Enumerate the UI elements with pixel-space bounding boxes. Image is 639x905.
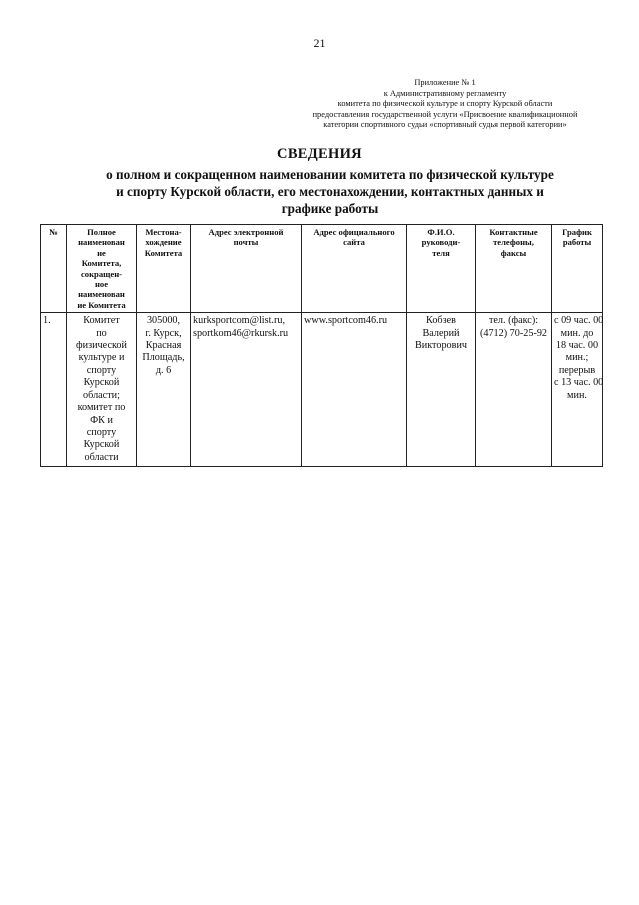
email-link[interactable]: kurksportcom@list.ru,	[193, 315, 286, 327]
header-line: ие Комитета	[77, 299, 126, 310]
cell-line: Красная	[145, 340, 182, 352]
header-head-name	[407, 225, 476, 313]
header-line: Адрес официального	[313, 227, 395, 237]
header-line: Полное	[87, 227, 116, 237]
cell-line: спорту	[86, 426, 117, 438]
table-row	[41, 313, 603, 467]
cell-line: Кобзев	[426, 315, 456, 327]
subtitle-line: и спорту Курской области, его местонахождении, контактных данных и	[116, 184, 544, 199]
cell-line: Площадь,	[142, 352, 185, 364]
cell-line: ФК и	[90, 414, 113, 426]
cell-email	[191, 313, 302, 467]
cell-line: г. Курск,	[145, 327, 182, 339]
header-line: работы	[562, 237, 592, 248]
header-line: сайта	[343, 237, 365, 248]
header-line: Адрес электронной	[208, 227, 284, 237]
header-line: теля	[432, 247, 450, 258]
header-line: Комитета	[144, 247, 183, 258]
header-line: №	[49, 227, 58, 237]
header-line: телефоны,	[493, 237, 534, 248]
cell-number	[41, 313, 67, 467]
cell-phones	[476, 313, 552, 467]
cell-line: д. 6	[155, 364, 172, 376]
cell-line: (4712) 70-25-92	[479, 327, 548, 339]
subtitle-line: графике работы	[281, 201, 379, 216]
cell-line: 305000,	[146, 315, 181, 327]
header-line: наименован	[78, 289, 125, 300]
cell-line: Комитет	[83, 315, 120, 327]
header-line: почты	[233, 237, 259, 248]
header-line: руководи-	[421, 237, 461, 248]
subtitle-line: о полном и сокращенном наименовании комитета по физической культуре	[106, 167, 554, 182]
cell-line: с 09 час. 00	[554, 315, 604, 327]
header-website	[302, 225, 407, 313]
page-number: 21	[313, 36, 326, 50]
cell-line: области;	[83, 389, 120, 401]
cell-line: Валерий	[422, 327, 460, 339]
cell-line: физической	[76, 340, 127, 352]
cell-line: с 13 час. 00	[554, 377, 604, 389]
header-phones	[476, 225, 552, 313]
header-line: Ф.И.О.	[427, 227, 455, 237]
cell-full-name	[67, 313, 137, 467]
table-header-row	[41, 225, 603, 313]
cell-website	[302, 313, 407, 467]
header-line: ие	[97, 247, 106, 258]
cell-line: культуре и	[78, 352, 125, 364]
committee-info-table	[40, 224, 603, 467]
cell-line: Курской	[83, 439, 120, 451]
appendix-line: к Административному регламенту	[383, 88, 507, 98]
cell-line: области	[84, 451, 119, 463]
appendix-line: категории спортивного судьи «спортивный судья первой категории»	[323, 120, 567, 130]
header-number	[41, 225, 67, 313]
header-line: ное	[94, 279, 109, 290]
cell-line: комитет по	[77, 402, 126, 414]
cell-line: спорту	[86, 364, 117, 376]
appendix-note	[300, 78, 590, 131]
header-line: хождение	[145, 237, 182, 248]
cell-head-name	[407, 313, 476, 467]
cell-line: мин. до	[560, 327, 594, 339]
appendix-line: Приложение № 1	[414, 78, 476, 87]
document-subtitle	[70, 166, 590, 217]
header-line: Контактные	[489, 227, 538, 237]
appendix-line: предоставления государственной услуги «Присвоение квалификационной	[312, 109, 578, 119]
website-link[interactable]: www.sportcom46.ru	[304, 315, 388, 327]
header-line: Комитета,	[81, 258, 122, 269]
header-line: наименован	[78, 237, 125, 248]
cell-line: мин.	[567, 389, 587, 401]
cell-schedule	[552, 313, 603, 467]
header-line: факсы	[500, 247, 527, 258]
cell-line: по	[96, 327, 107, 339]
cell-line: Курской	[83, 377, 120, 389]
cell-line: 18 час. 00	[555, 340, 599, 352]
cell-line: перерыв	[558, 364, 596, 376]
header-schedule	[552, 225, 603, 313]
cell-line: тел. (факс):	[488, 315, 539, 327]
email-link[interactable]: sportkom46@rkursk.ru	[193, 327, 289, 339]
cell-line: мин.;	[565, 352, 589, 364]
cell-line: Викторович	[414, 340, 468, 352]
appendix-line: комитета по физической культуре и спорту Курской области	[337, 99, 553, 109]
header-full-name	[67, 225, 137, 313]
header-email	[191, 225, 302, 313]
header-line: Местона-	[145, 227, 182, 237]
header-location	[137, 225, 191, 313]
document-title: СВЕДЕНИЯ	[277, 146, 362, 162]
header-line: сокращен-	[80, 268, 123, 279]
header-line: График	[562, 227, 592, 237]
cell-line: 1.	[43, 315, 51, 327]
cell-location	[137, 313, 191, 467]
